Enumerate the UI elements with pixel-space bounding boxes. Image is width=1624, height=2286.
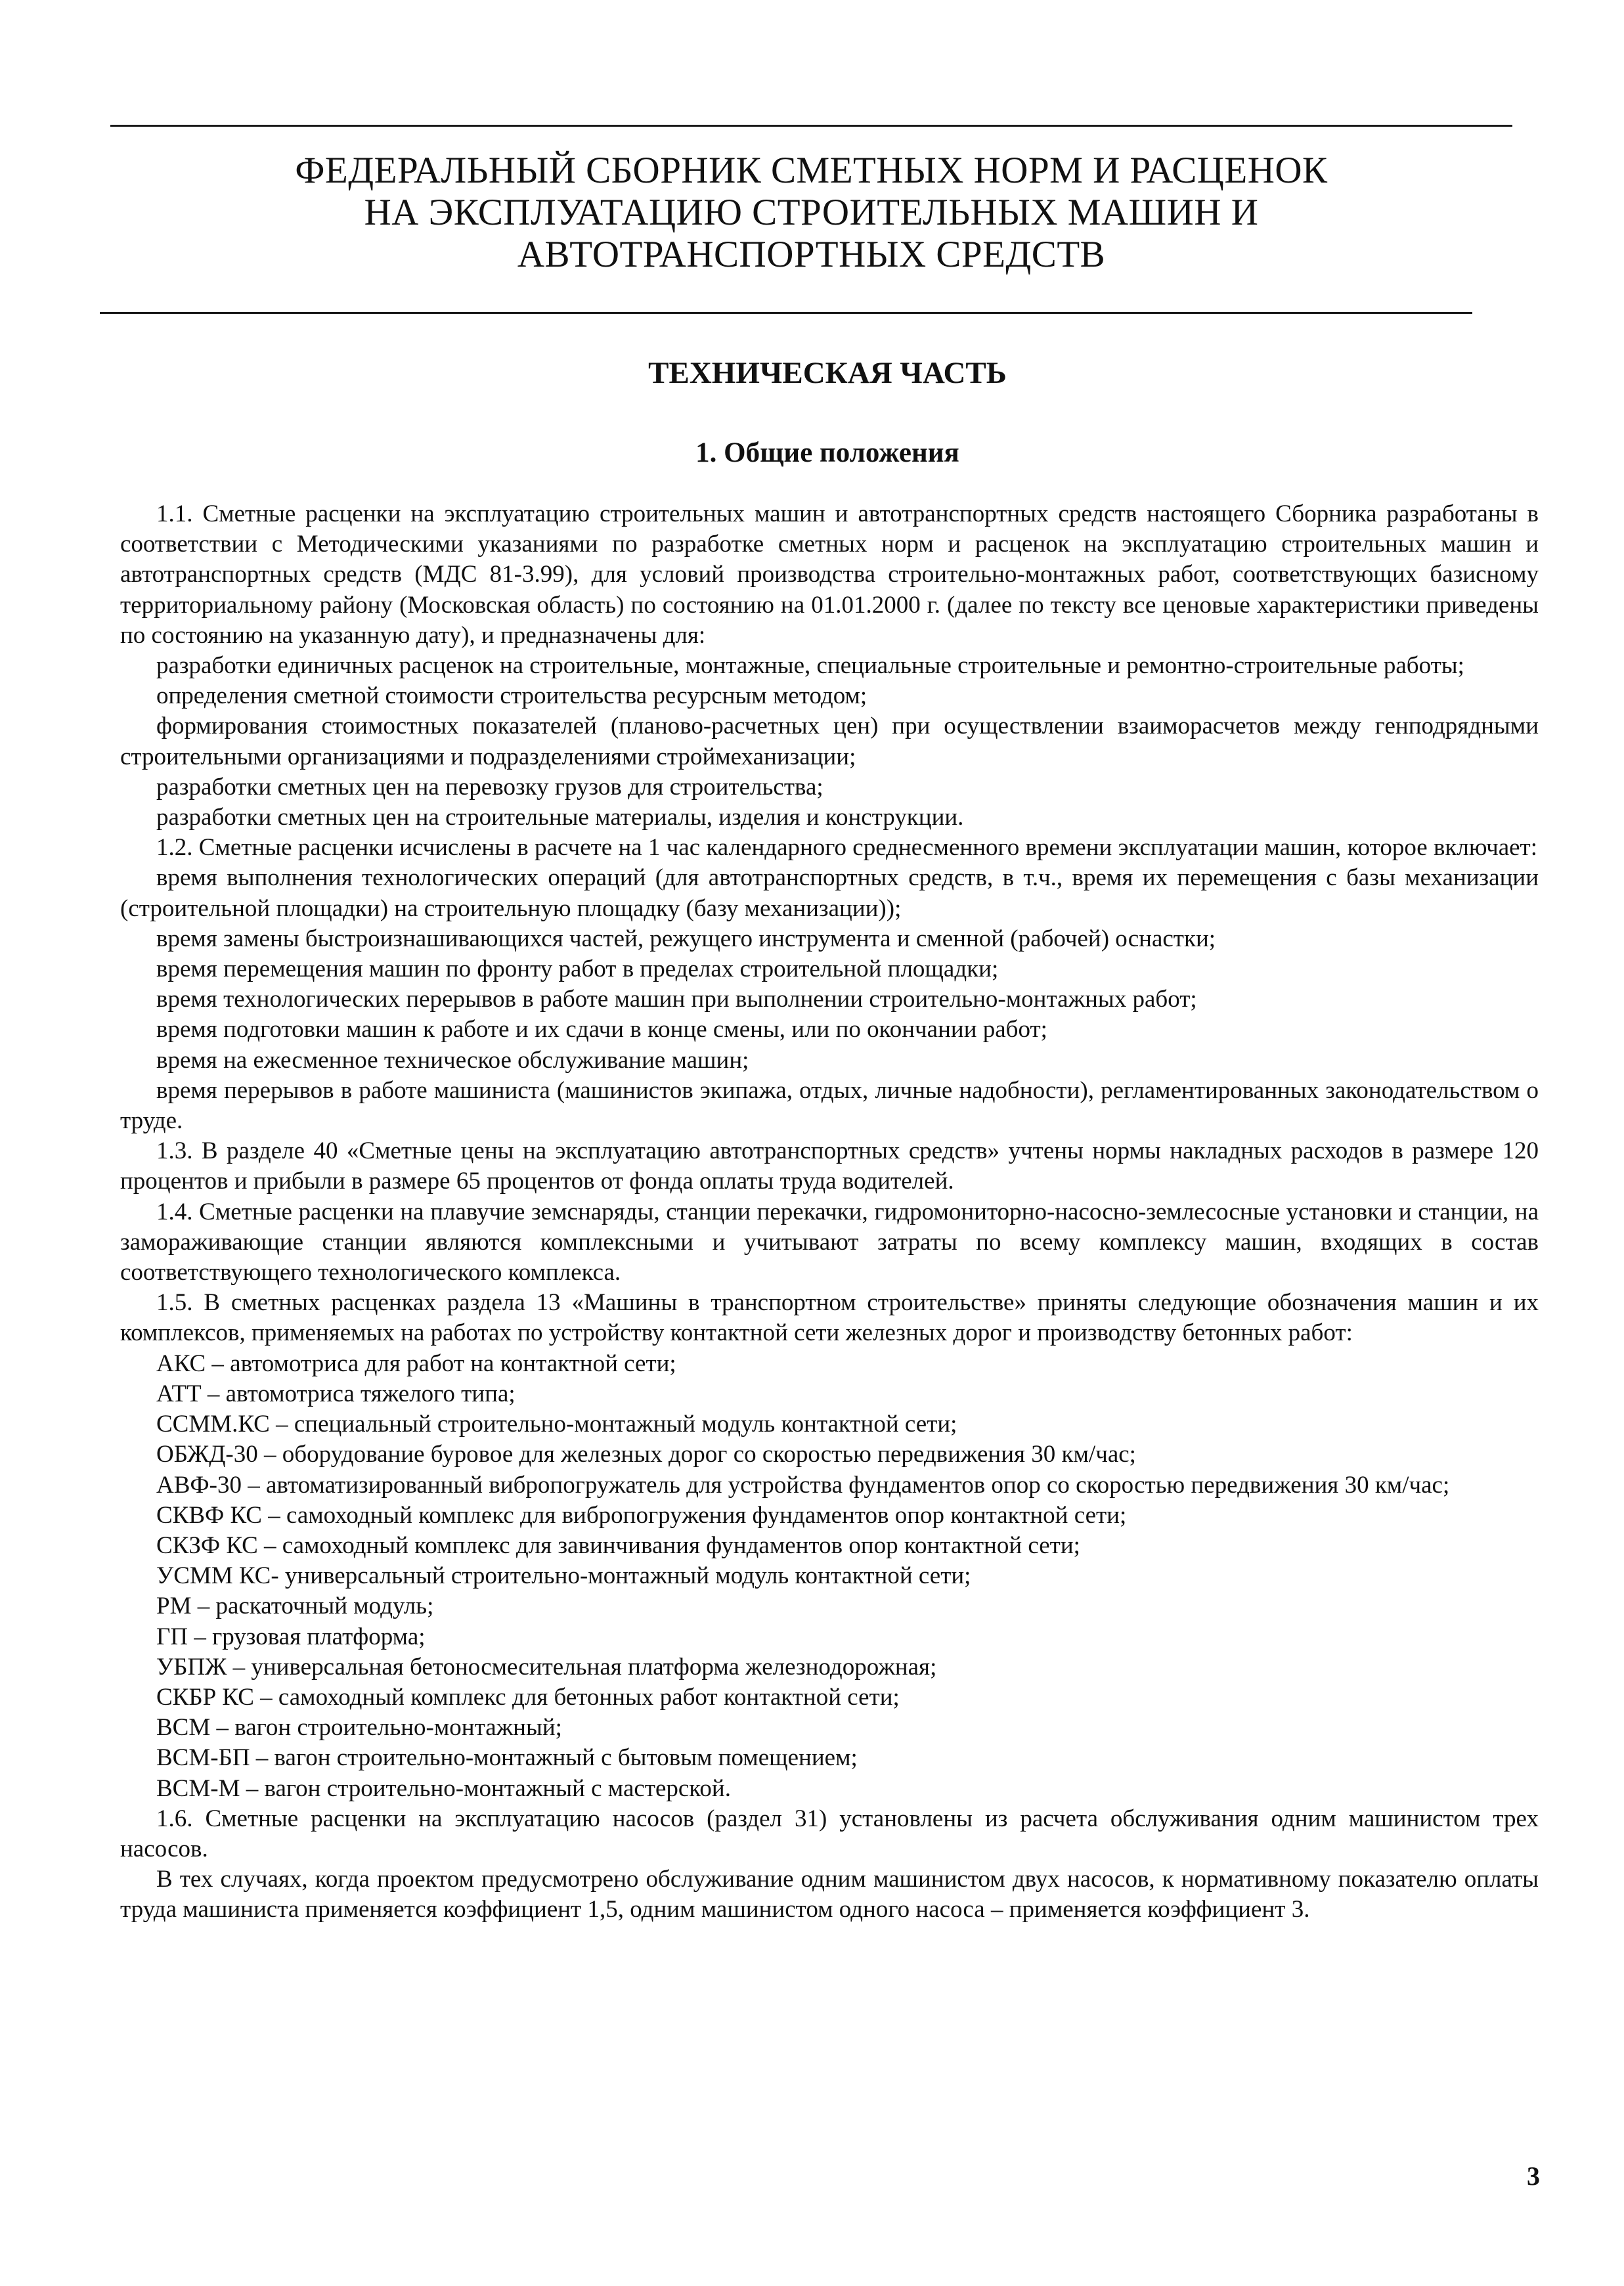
paragraph: время подготовки машин к работе и их сдачи в конце смены, или по окончании работ; bbox=[156, 1016, 1047, 1044]
paragraph: время замены быстроизнашивающихся частей, режущего инструмента и сменной (рабочей) оснастки; bbox=[156, 925, 1216, 952]
paragraph: время технологических перерывов в работе машин при выполнении строительно-монтажных работ; bbox=[156, 986, 1197, 1013]
paragraph: 1.1. Сметные расценки на эксплуатацию строительных машин и автотранспортных средств настоящего Сборника разработаны в соответствии с Методическими указаниями по разработке сметных норм и расценок на эксплуатацию строительных машин и автотранспортных средств (МДС 81-3.99), для условий производства строительно-монтажных работ, соответствующих базисному территориальному району (Московская область) по состоянию на 01.01.2000 г. (далее по тексту все ценовые характеристики приведены по состоянию на указанную дату), и предназначены для: bbox=[120, 500, 1539, 649]
body-text bbox=[120, 499, 1539, 1925]
paragraph: разработки единичных расценок на строительные, монтажные, специальные строительные и ремонтно-строительные работы; bbox=[156, 652, 1464, 680]
paragraph: 1.5. В сметных расценках раздела 13 «Машины в транспортном строительстве» приняты следующие обозначения машин и их комплексов, применяемых на работах по устройству контактной сети железных дорог и производству бетонных работ: bbox=[120, 1289, 1539, 1347]
paragraph: ОБЖД-30 – оборудование буровое для железных дорог со скоростью передвижения 30 км/час; bbox=[156, 1441, 1136, 1468]
top-rule bbox=[110, 125, 1512, 127]
paragraph: СКВФ КС – самоходный комплекс для вибропогружения фундаментов опор контактной сети; bbox=[156, 1501, 1127, 1529]
paragraph: ГП – грузовая платформа; bbox=[156, 1623, 426, 1650]
paragraph: определения сметной стоимости строительства ресурсным методом; bbox=[156, 682, 867, 710]
paragraph: РМ – раскаточный модуль; bbox=[156, 1593, 434, 1620]
paragraph: ВСМ – вагон строительно-монтажный; bbox=[156, 1714, 562, 1742]
title-line-1: ФЕДЕРАЛЬНЫЙ СБОРНИК СМЕТНЫХ НОРМ И РАСЦЕНОК bbox=[295, 150, 1328, 191]
paragraph: В тех случаях, когда проектом предусмотрено обслуживание одним машинистом двух насосов, к нормативному показателю оплаты труда машиниста применяется коэффициент 1,5, одним машинистом одного насоса – применяется коэффициент 3. bbox=[120, 1866, 1539, 1923]
paragraph: АВФ-30 – автоматизированный вибропогружатель для устройства фундаментов опор со скоростью передвижения 30 км/час; bbox=[156, 1471, 1450, 1499]
paragraph: разработки сметных цен на строительные материалы, изделия и конструкции. bbox=[156, 804, 964, 831]
document-title bbox=[110, 150, 1512, 276]
paragraph: время выполнения технологических операций (для автотранспортных средств, в т.ч., время их перемещения с базы механизации (строительной площадки) на строительную площадку (базу механизации)); bbox=[120, 864, 1539, 922]
paragraph: СКБР КС – самоходный комплекс для бетонных работ контактной сети; bbox=[156, 1683, 900, 1711]
paragraph: АТТ – автомотриса тяжелого типа; bbox=[156, 1380, 516, 1407]
paragraph: разработки сметных цен на перевозку грузов для строительства; bbox=[156, 773, 823, 801]
paragraph: время перемещения машин по фронту работ в пределах строительной площадки; bbox=[156, 956, 999, 983]
paragraph: время перерывов в работе машиниста (машинистов экипажа, отдых, личные надобности), регламентированных законодательством о труде. bbox=[120, 1076, 1539, 1135]
paragraph: формирования стоимостных показателей (планово-расчетных цен) при осуществлении взаиморасчетов между генподрядными строительными организациями и подразделениями строймеханизации; bbox=[120, 713, 1539, 770]
paragraph: 1.3. В разделе 40 «Сметные цены на эксплуатацию автотранспортных средств» учтены нормы накладных расходов в размере 120 процентов и прибыли в размере 65 процентов от фонда оплаты труда водителей. bbox=[120, 1137, 1539, 1195]
paragraph: УСММ КС- универсальный строительно-монтажный модуль контактной сети; bbox=[156, 1562, 971, 1590]
paragraph: УБПЖ – универсальная бетоносмесительная платформа железнодорожная; bbox=[156, 1653, 937, 1681]
paragraph: ССММ.КС – специальный строительно-монтажный модуль контактной сети; bbox=[156, 1411, 957, 1438]
page-number: 3 bbox=[1527, 2161, 1540, 2191]
paragraph: 1.2. Сметные расценки исчислены в расчете на 1 час календарного среднесменного времени эксплуатации машин, которое включает: bbox=[156, 834, 1538, 862]
paragraph: ВСМ-БП – вагон строительно-монтажный с бытовым помещением; bbox=[156, 1744, 858, 1772]
section-title: ТЕХНИЧЕСКАЯ ЧАСТЬ bbox=[648, 356, 1007, 390]
title-bottom-rule bbox=[100, 312, 1472, 314]
subsection-title: 1. Общие положения bbox=[695, 437, 959, 468]
paragraph: ВСМ-М – вагон строительно-монтажный с мастерской. bbox=[156, 1774, 731, 1802]
paragraph: 1.4. Сметные расценки на плавучие земснаряды, станции перекачки, гидромониторно-насосно-землесосные установки и станции, на замораживающие станции являются комплексными и учитывают затраты по всему комплексу машин, входящих в состав соответствующего технологического комплекса. bbox=[120, 1198, 1539, 1286]
title-line-3: АВТОТРАНСПОРТНЫХ СРЕДСТВ bbox=[517, 234, 1106, 275]
paragraph: СКЗФ КС – самоходный комплекс для завинчивания фундаментов опор контактной сети; bbox=[156, 1531, 1080, 1559]
paragraph: АКС – автомотриса для работ на контактной сети; bbox=[156, 1350, 676, 1377]
paragraph: время на ежесменное техническое обслуживание машин; bbox=[156, 1046, 749, 1074]
paragraph: 1.6. Сметные расценки на эксплуатацию насосов (раздел 31) установлены из расчета обслуживания одним машинистом трех насосов. bbox=[120, 1805, 1539, 1862]
title-line-2: НА ЭКСПЛУАТАЦИЮ СТРОИТЕЛЬНЫХ МАШИН И bbox=[364, 192, 1259, 233]
